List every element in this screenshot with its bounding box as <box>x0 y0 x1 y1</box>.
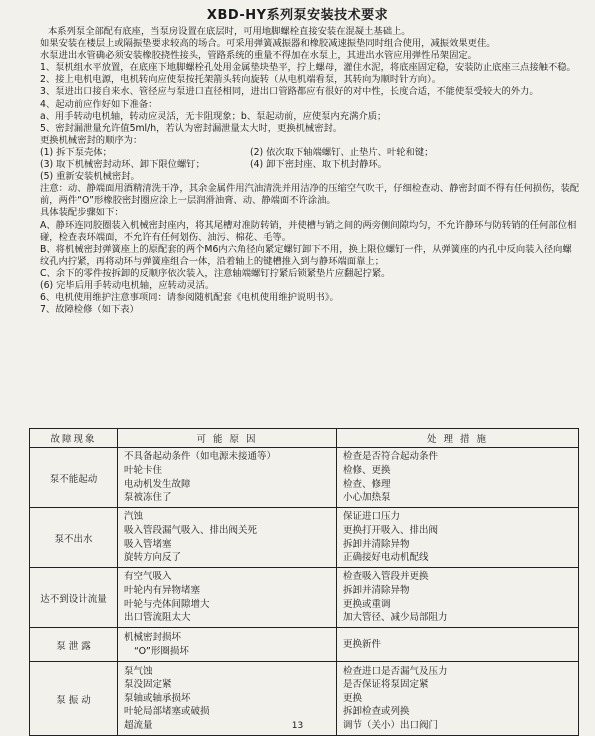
paragraph: 1、泵机组水平放置，在底座下地脚螺栓孔处用金属垫块垫平，拧上螺母，灌住水泥，将底座固定稳，安装防止底座三点接触不稳。 <box>40 62 576 74</box>
cause-item: 叶轮卡住 <box>124 464 163 476</box>
paragraph: 本系列泵全部配有底座，当泵房设置在底层时，可用地脚螺栓直接安装在混凝土基础上。 <box>48 26 411 37</box>
cause-item: 叶轮局部堵塞或破损 <box>124 706 210 718</box>
paragraph: C、余下的零件按拆卸的反顺序依次装入，注意轴端螺钉拧紧后锁紧垫片应翻起拧紧。 <box>40 267 391 279</box>
cause-item: 汽蚀 <box>124 511 144 523</box>
cause-item: 叶轮与壳体间隙增大 <box>124 598 210 610</box>
fix-item: 更换新件 <box>343 638 382 650</box>
paragraph: 注意：动、静端面用酒精清洗干净，其余金属件用汽油清洗并用洁净的压缩空气吹干，仔细检查动、静密封面不得有任何损伤，装配前，两件“O”形橡胶密封圈应涂上一层润滑油膏、动、静端面不许涂油。 <box>40 183 580 207</box>
fix-cell <box>337 508 579 568</box>
table-row <box>30 448 579 508</box>
cause-item: 泵没固定紧 <box>124 679 172 691</box>
cause-item: 电动机发生故障 <box>124 478 191 490</box>
cause-item: 旋转方向反了 <box>124 552 182 564</box>
paragraph: a、用手转动电机轴，转动应灵活，无卡阻现象；b、泵起动前，应使泵内充满介质； <box>40 110 387 122</box>
seal-step: (2) 依次取下轴端螺钉、止垫片、叶轮和键； <box>250 146 434 158</box>
cause-item: “O”形圈损坏 <box>134 645 189 657</box>
table-row <box>30 508 579 568</box>
fix-item: 更换或重调 <box>343 598 391 610</box>
fix-cell <box>337 628 579 662</box>
fix-item: 拆卸并清除异物 <box>343 584 410 596</box>
paragraph: 如果安装在楼层上或隔振垫要求较高的场合。可采用弹簧减振器和橡胶减速振垫同时组合使用，减振效果更佳。 <box>40 38 496 50</box>
fix-item: 正确接好电动机配线 <box>343 552 429 564</box>
fix-cell <box>337 448 579 508</box>
cause-item: 泵被冻住了 <box>124 492 172 504</box>
cause-item: 吸入管堵塞 <box>124 538 172 550</box>
paragraph: 6、电机使用维护注意事项同：请参阅随机配套《电机使用维护说明书》。 <box>40 292 339 304</box>
seal-step-row <box>24 171 580 183</box>
fix-item: 调节（关小）出口阀门 <box>343 719 439 731</box>
fix-item: 保证进口压力 <box>343 511 401 523</box>
table-row <box>30 628 579 662</box>
column-header: 可 能 原 因 <box>118 429 337 448</box>
cause-item: 泵气蚀 <box>124 665 153 677</box>
fix-item: 检查、修理 <box>343 478 391 490</box>
symptom-cell: 达不到设计流量 <box>30 568 118 628</box>
page-number: 13 <box>291 721 304 731</box>
seal-step: (1) 拆下泵壳体； <box>40 146 112 158</box>
fix-item: 加大管径、减少局部阻力 <box>343 612 448 624</box>
symptom-cell: 泵不能起动 <box>30 448 118 508</box>
cause-item: 泵轴或轴承损坏 <box>124 692 191 704</box>
cause-item: 机械密封损坏 <box>124 631 182 643</box>
cause-item: 吸入管段漏气吸入、排出阀关死 <box>124 524 258 536</box>
paragraph: B、将机械密封弹簧座上的原配套的两个M6内六角径向紧定螺钉卸下不用，换上限位螺钉一件，从弹簧座的内孔中反向装入径向螺纹孔内拧紧，再将动环与弹簧座组合一体，沿着轴上的键槽推入到与静环端面靠上； <box>40 243 572 267</box>
page-title: XBD-HY系列泵安装技术要求 <box>206 8 389 23</box>
seal-step: (5) 重新安装机械密封。 <box>40 171 140 183</box>
paragraph: 具体装配步骤如下： <box>40 207 124 219</box>
cause-item: 出口管流阻太大 <box>124 612 191 624</box>
paragraph: (6) 完毕后用手转动电机轴，应转动灵活。 <box>40 279 215 291</box>
cause-cell <box>118 508 337 568</box>
paragraph: 7、故障检修（如下表） <box>40 304 139 316</box>
fix-item: 检修、更换 <box>343 464 391 476</box>
cause-item: 超流量 <box>124 719 153 731</box>
fix-cell <box>337 568 579 628</box>
fix-item: 更换 <box>343 692 363 704</box>
fix-item: 检查吸入管段并更换 <box>343 571 429 583</box>
cause-cell <box>118 568 337 628</box>
cause-item: 叶轮内有异物堵塞 <box>124 584 201 596</box>
fix-item: 拆卸检查或列换 <box>343 706 410 718</box>
seal-step <box>250 171 580 183</box>
seal-step: (3) 取下机械密封动环、卸下限位螺钉； <box>40 159 205 171</box>
cause-cell <box>118 628 337 662</box>
paragraph: 3、泵进出口接自来水、管径应与泵进口直径相同，进出口管路都应有很好的对中性，长度合适，不能使泵受较大的外力。 <box>40 86 539 98</box>
paragraph: 4、起动前应作好如下准备： <box>40 98 158 110</box>
fix-item: 检查进口是否漏气及压力 <box>343 665 448 677</box>
cause-item: 不具备起动条件（如电源未接通等） <box>124 451 277 463</box>
symptom-cell: 泵 振 动 <box>30 662 118 736</box>
column-header: 处 理 措 施 <box>337 429 579 448</box>
table-header-row <box>30 429 579 448</box>
seal-step: (4) 卸下密封座、取下机封静环。 <box>250 159 387 171</box>
cause-cell <box>118 448 337 508</box>
fix-item: 检查是否符合起动条件 <box>343 451 439 463</box>
cause-item: 有空气吸入 <box>124 571 172 583</box>
column-header: 故障现象 <box>30 429 118 448</box>
symptom-cell: 泵 泄 露 <box>30 628 118 662</box>
seal-step-row <box>24 147 580 159</box>
paragraph: 5、密封漏泄量允许值5ml/h，若认为密封漏泄量太大时，更换机械密封。 <box>40 122 343 134</box>
paragraph: 2、接上电机电源，电机转向应使泵按托架箭头转向旋转（从电机端看泵，其转向为顺时针方向）。 <box>40 74 442 86</box>
fix-item: 更换打开吸入、排出阀 <box>343 524 439 536</box>
paragraph: A、静环连同胶圈装入机械密封座内，将其尾槽对准防转销，并使槽与销之间的两旁侧间隙均匀，不允许静环与防转销的任何部位相碰，检查表环端面，不允许有任何划伤、油污、棉花、毛等。 <box>40 219 577 243</box>
fix-item: 是否保证将泵固定紧 <box>343 679 429 691</box>
body-text <box>24 26 580 316</box>
paragraph: 水泵进出水管确必须安装橡胶挠性接头，管路系统的重量不得加在水泵上，其进出水管应用弹性吊架固定。 <box>40 50 477 62</box>
table-row <box>30 568 579 628</box>
symptom-cell: 泵不出水 <box>30 508 118 568</box>
paragraph: 更换机械密封的顺序为： <box>40 134 143 146</box>
seal-step-row <box>24 159 580 171</box>
fix-item: 小心加热泵 <box>343 492 391 504</box>
fault-table <box>29 428 579 736</box>
fix-item: 拆卸并清除异物 <box>343 538 410 550</box>
